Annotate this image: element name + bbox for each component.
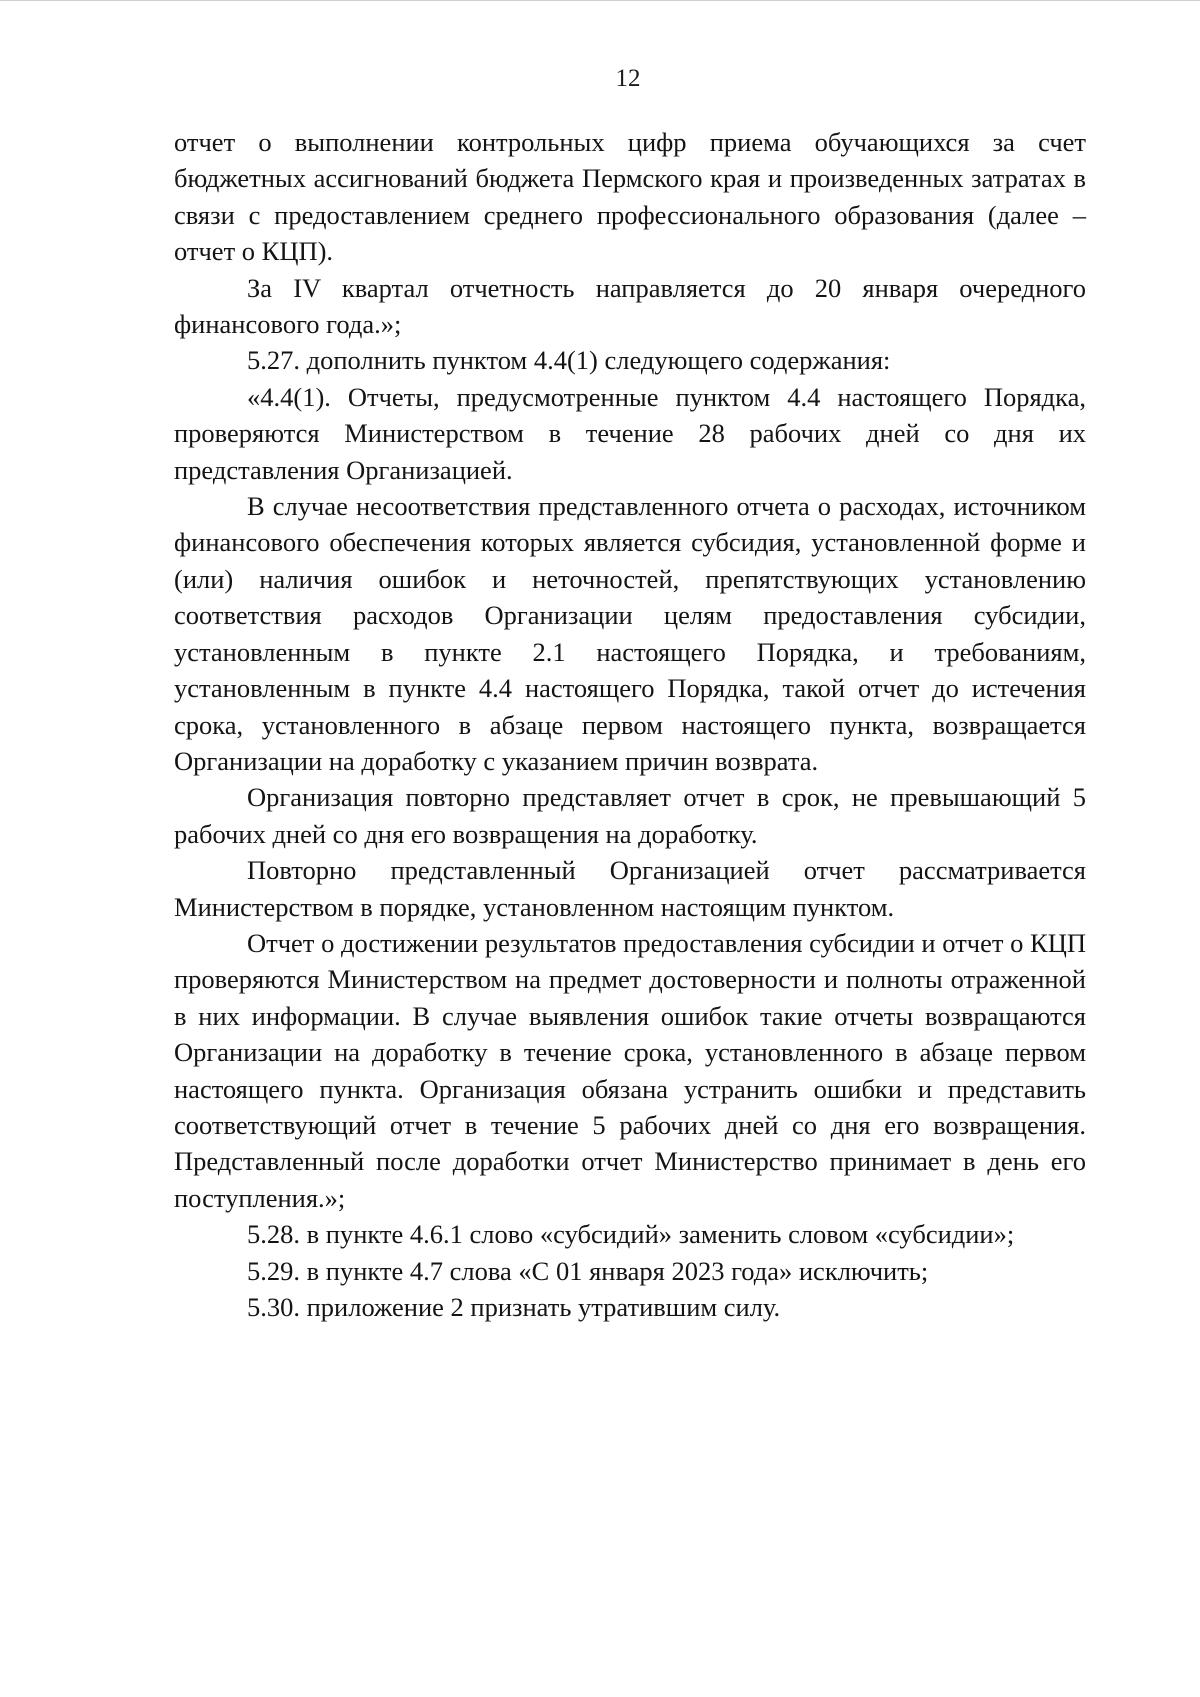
document-body	[174, 124, 1086, 1325]
paragraph-q4-deadline: За IV квартал отчетность направляется до 20 января очередного финансового года.»;	[174, 272, 1086, 340]
paragraph-5-27: 5.27. дополнить пунктом 4.4(1) следующего содержания:	[247, 345, 891, 376]
page-number: 12	[615, 65, 641, 92]
paragraph-report-kcp: отчет о выполнении контрольных цифр приема обучающихся за счет бюджетных ассигнований бюджета Пермского края и произведенных затратах в связи с предоставлением среднего профессионального образования (далее – отчет о КЦП).	[174, 127, 1086, 267]
paragraph-verification: Отчет о достижении результатов предоставления субсидии и отчет о КЦП проверяются Министерством на предмет достоверности и полноты отраженной в них информации. В случае выявления ошибок такие отчеты возвращаются Организации на доработку в течение срока, установленного в абзаце первом настоящего пункта. Организация обязана устранить ошибки и представить соответствующий отчет в течение 5 рабочих дней со дня его возвращения. Представленный после доработки отчет Министерство принимает в день его поступления.»;	[174, 927, 1086, 1213]
paragraph-resubmission: Организация повторно представляет отчет в срок, не превышающий 5 рабочих дней со дня его возвращения на доработку.	[174, 782, 1086, 849]
paragraph-4-4-1: «4.4(1). Отчеты, предусмотренные пунктом 4.4 настоящего Порядка, проверяются Министерством в течение 28 рабочих дней со дня их представления Организацией.	[174, 381, 1086, 485]
paragraph-noncompliance: В случае несоответствия представленного отчета о расходах, источником финансового обеспечения которых является субсидия, установленной форме и (или) наличия ошибок и неточностей, препятствующих установлению соответствия расходов Организации целям предоставления субсидии, установленным в пункте 2.1 настоящего Порядка, и требованиям, установленным в пункте 4.4 настоящего Порядка, такой отчет до истечения срока, установленного в абзаце первом настоящего пункта, возвращается Организации на доработку с указанием причин возврата.	[174, 491, 1086, 776]
paragraph-review-order: Повторно представленный Организацией отчет рассматривается Министерством в порядке, установленном настоящим пунктом.	[174, 855, 1086, 922]
paragraph-5-28: 5.28. в пункте 4.6.1 слово «субсидий» заменить словом «субсидии»;	[247, 1219, 1015, 1250]
paragraph-5-30: 5.30. приложение 2 признать утратившим силу.	[247, 1292, 781, 1322]
paragraph-5-29: 5.29. в пункте 4.7 слова «С 01 января 2023 года» исключить;	[247, 1255, 929, 1286]
